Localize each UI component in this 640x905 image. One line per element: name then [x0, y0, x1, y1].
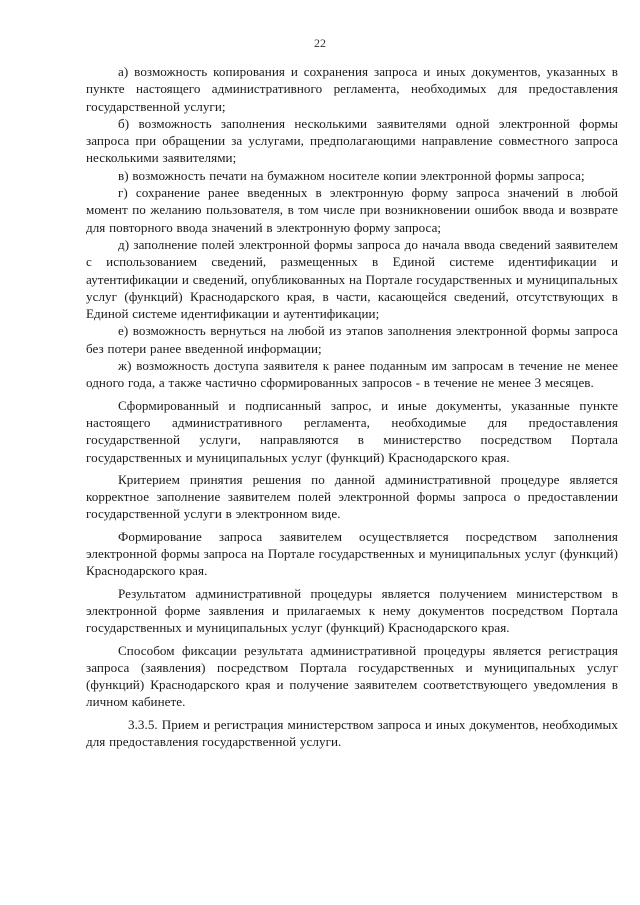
paragraph-item-d: д) заполнение полей электронной формы запроса до начала ввода сведений заявителем с использованием сведений, размещенных в Единой системе идентификации и аутентификации и сведений, опубликованных на Портале государственных и муниципальных услуг (функций) Краснодарского края, в части, касающейся сведений, отсутствующих в Единой системе идентификации и аутентификации;	[86, 236, 618, 322]
page-number: 22	[314, 36, 326, 50]
paragraph-submission: Сформированный и подписанный запрос, и иные документы, указанные пункте настоящего административного регламента, необходимые для предоставления государственной услуги, направляются в министерство посредством Портала государственных и муниципальных услуг (функций) Краснодарского края.	[86, 397, 618, 465]
paragraph-item-b: б) возможность заполнения несколькими заявителями одной электронной формы запроса при обращении за услугами, предполагающими направление совместного запроса несколькими заявителями;	[86, 115, 618, 166]
section-heading-3-3-5: 3.3.5. Прием и регистрация министерством запроса и иных документов, необходимых для предоставления государственной услуги.	[86, 716, 618, 749]
paragraph-result: Результатом административной процедуры является получением министерством в электронной форме заявления и прилагаемых к нему документов посредством Портала государственных и муниципальных услуг (функций) Краснодарского края.	[86, 585, 618, 636]
paragraph-item-zh: ж) возможность доступа заявителя к ранее поданным им запросам в течение не менее одного года, а также частично сформированных запросов - в течение не менее 3 месяцев.	[86, 358, 618, 391]
paragraph-item-g: г) сохранение ранее введенных в электронную форму запроса значений в любой момент по желанию пользователя, в том числе при возникновении ошибок ввода и возврате для повторного ввода значений в электронную форму запроса;	[86, 185, 618, 235]
document-body	[86, 63, 618, 750]
paragraph-item-v: в) возможность печати на бумажном носителе копии электронной формы запроса;	[118, 167, 585, 183]
paragraph-fixation: Способом фиксации результата административной процедуры является регистрация запроса (заявления) посредством Портала государственных и муниципальных услуг (функций) Краснодарского края и получение заявителем соответствующего уведомления в личном кабинете.	[86, 642, 618, 710]
paragraph-item-a: а) возможность копирования и сохранения запроса и иных документов, указанных в пункте настоящего административного регламента, необходимых для предоставления государственной услуги;	[86, 64, 618, 114]
paragraph-item-e: е) возможность вернуться на любой из этапов заполнения электронной формы запроса без потери ранее введенной информации;	[86, 323, 618, 356]
paragraph-forming: Формирование запроса заявителем осуществляется посредством заполнения электронной формы запроса на Портале государственных и муниципальных услуг (функций) Краснодарского края.	[86, 528, 618, 579]
paragraph-decision-criterion: Критерием принятия решения по данной административной процедуре является корректное заполнение заявителем полей электронной формы запроса о предоставлении государственной услуги в электронном виде.	[86, 471, 618, 522]
